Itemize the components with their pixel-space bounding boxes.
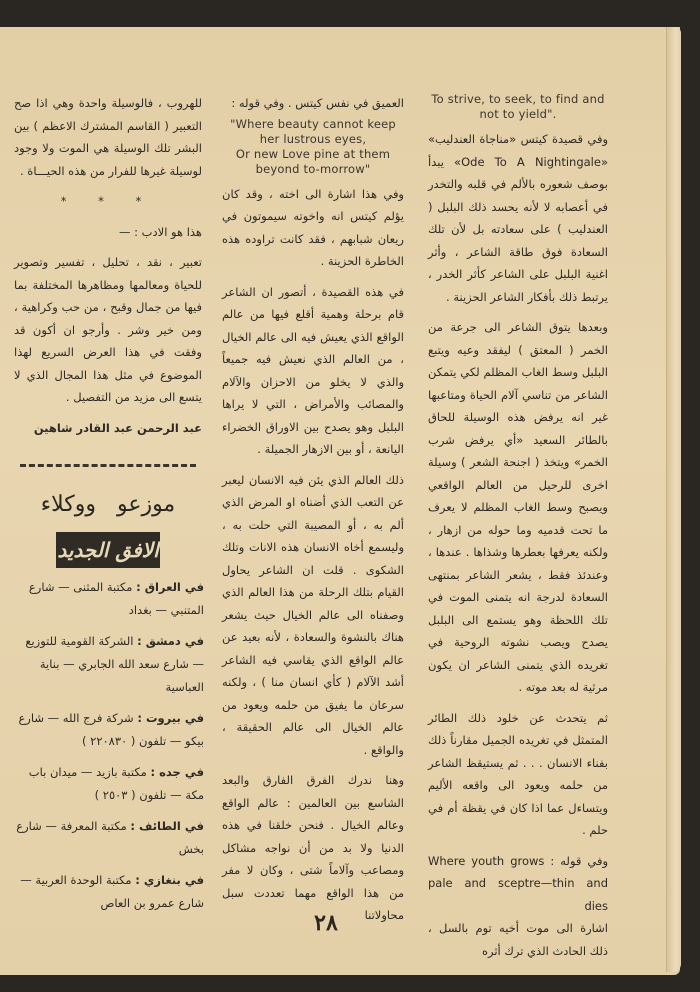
quote-intro-line: [428, 850, 608, 918]
distributor-item: [14, 576, 204, 622]
distributor-details: مكتبة المثنى — شارع المتنبي — بغداد: [28, 580, 204, 617]
paragraph: العميق في نفس كيتس . وفي قوله :: [231, 96, 404, 110]
article-column-left: [14, 92, 202, 447]
article-column-middle: [222, 92, 404, 935]
distributor-details: شركة فرج الله — شارع بيكو — تلفون ( ٢٢٠٨٣٠ ): [18, 711, 204, 748]
paragraph: وبعدها يتوق الشاعر الى جرعة من الخمر ( المعتق ) ليفقد وعيه ويتبع البلبل وسط الغاب المظلم لكي يتمكن الشاعر من تناسي آلام الحياة ومتاعبها غير انه يرفض هذه الوسيلة للحاق بالطائر السعيد «أي يرفض شرب الخمر» ويتخذ ( اجنحة الشعر ) وسيلة اخرى للرحيل من العالم الواقعي ويصبح وسط الغاب المظلم لا يعرف ما تحت قدميه وما حوله من ازهار ، ولكنه يعرفها بعطرها وشذاها . عندها ، وعندئذ فقط ، يشعر الشاعر بمنتهى السعادة لدرجة انه يتمنى الموت في تلك اللحظة وهو يستمع الى البلبل يصدح ويصب نشوته الروحية في تغريده الذي يتمنى الشاعر ان يكون مرثية له بعد موته .: [428, 320, 608, 694]
magazine-logo: الافق الجديد: [56, 532, 160, 568]
english-quote: "Where beauty cannot keep her lustrous eyes,: [230, 116, 396, 146]
distributor-details: مكتبة بازيد — ميدان باب مكة — تلفون ( ٢٥٠٣ ): [28, 765, 204, 802]
distributor-city: في دمشق :: [137, 634, 204, 648]
distributor-details: مكتبة الوحدة العربية — شارع عمرو بن العاص: [20, 873, 204, 910]
distributor-city: في بيروت :: [137, 711, 204, 725]
distributor-item: [14, 869, 204, 915]
paragraph: وفي قصيدة كيتس «مناجاة العندليب» «Ode To A Nightingale» يبدأ بوصف شعوره بالألم في قلبه والتخدر في أعصابه لا لأنه يحسد ذلك البلبل ( العندليب ) على سعادته بل لأن تلك السعادة فوق طاقة الشاعر ، وأثر اغنية البلبل على الشاعر كأثر الخدر ، يرتبط ذلك بأفكار الشاعر الحزينة .: [428, 132, 608, 304]
section-separator: * * *: [60, 194, 156, 208]
paragraph: تعبير ، نقد ، تحليل ، تفسير وتصوير للحياة ومعالمها ومظاهرها المختلفة بما فيها من جمال وقبح ، من حب وكراهية ، ومن خير وشر . وأرجو ان أكون قد وفقت في هذا العرض السريع لهذا الموضوع في مثل هذا المجال الذي لا يتسع الى مزيد من التفصيل .: [14, 255, 202, 404]
distributor-item: [14, 630, 204, 699]
quote-intro: وفي قوله :: [550, 853, 609, 868]
distributor-details: الشركة القومية للتوزيع — شارع سعد الله الجابري — بناية العباسية: [25, 634, 204, 694]
english-quote: To strive, to seek, to find and not to yield".: [431, 92, 605, 121]
distributor-details: مكتبة المعرفة — شارع بخش: [16, 819, 204, 856]
paragraph: اشارة الى موت أخيه توم بالسل ، ذلك الحادث الذي ترك أثره: [428, 921, 608, 958]
distributor-item: [14, 815, 204, 861]
paragraph: وفي هذا اشارة الى اخته ، وقد كان يؤلم كيتس انه واخوته سيموتون في ريعان شبابهم ، فقد كانت تراوده هذه الخاطرة الحزينة .: [222, 186, 404, 268]
article-column-right: [428, 92, 608, 970]
paragraph: في هذه القصيدة ، أتصور ان الشاعر قام برحلة وهمية أقلع فيها من عالم الواقع الذي يعيش فيه الى عالم الخيال ، من العالم الذي نعيش فيه جميعاً والذي لا يخلو من الاحزان والآلام والمصائب والأمراض ، التي لا يراها البلبل وهو يصدح بين الاوراق الخضراء اليانعة ، أو بين الازهار الجميلة .: [222, 284, 404, 456]
page-edge: [666, 27, 681, 972]
distributor-city: في العراق :: [136, 580, 204, 594]
page-number: ٢٨: [314, 910, 338, 936]
section-divider: [20, 464, 196, 467]
distributor-city: في جده :: [150, 765, 204, 779]
distributors-title: موزعو ووكلاء: [40, 492, 176, 517]
english-quote: Or new Love pine at them beyond to-morrow": [235, 146, 391, 176]
distributor-city: في الطائف :: [130, 819, 204, 833]
distributor-item: [14, 761, 204, 807]
english-quote-inline: Where youth grows pale and sceptre—thin and dies: [428, 853, 608, 913]
paragraph: للهروب ، فالوسيلة واحدة وهي اذا صح التعبير ( القاسم المشترك الاعظم ) بين البشر تلك الوسيلة هي الموت ولا وجود لوسيلة غيرها للفرار من هذه الحيـــاة .: [14, 96, 202, 178]
distributor-city: في بنغازي :: [135, 873, 204, 887]
distributors-list: [14, 576, 204, 923]
section-heading: هذا هو الادب : —: [119, 224, 202, 239]
paragraph: وهنا ندرك الفرق الفارق والبعد الشاسع بين العالمين : عالم الواقع وعالم الخيال . فنحن خلقنا في هذه الدنيا ولا بد من أن نواجه مشاكل ومصاعب وآلاماً شتى ، وكان لا مفر من هذا الواقع مهما تعددت سبل محاولاتنا: [222, 773, 404, 922]
author-signature: عبد الرحمن عبد القادر شاهين: [33, 420, 202, 435]
distributor-item: [14, 707, 204, 753]
paragraph: ثم يتحدث عن خلود ذلك الطائر المتمثل في تغريده الجميل مقارناً ذلك بفناء الانسان . . . ثم يستيقظ الشاعر من حلمه ويعود الى واقعه الأليم ويتساءل عما اذا كان في يقظة أم في حلم .: [428, 710, 608, 837]
paragraph: ذلك العالم الذي يئن فيه الانسان ليعبر عن التعب الذي أضناه او المرض الذي ألم به ، أو المصيبة التي حلت به ، وليسمع أخاه الانسان هذه الانات وتلك الشكوى . قلت ان الشاعر يحاول القيام بتلك الرحلة من هذا العالم الذي وصفناه الى عالم الخيال حيث يشعر هناك بالنشوة والسعادة ، لأنه بعيد عن عالم الواقع الذي يقاسي فيه الشاعر أشد الآلام ( كأي انسان منا ) ، ولكنه سرعان ما يفيق من حلمه ويعود من عالم الخيال الى عالم الحقيقة ، والواقع .: [222, 472, 404, 757]
